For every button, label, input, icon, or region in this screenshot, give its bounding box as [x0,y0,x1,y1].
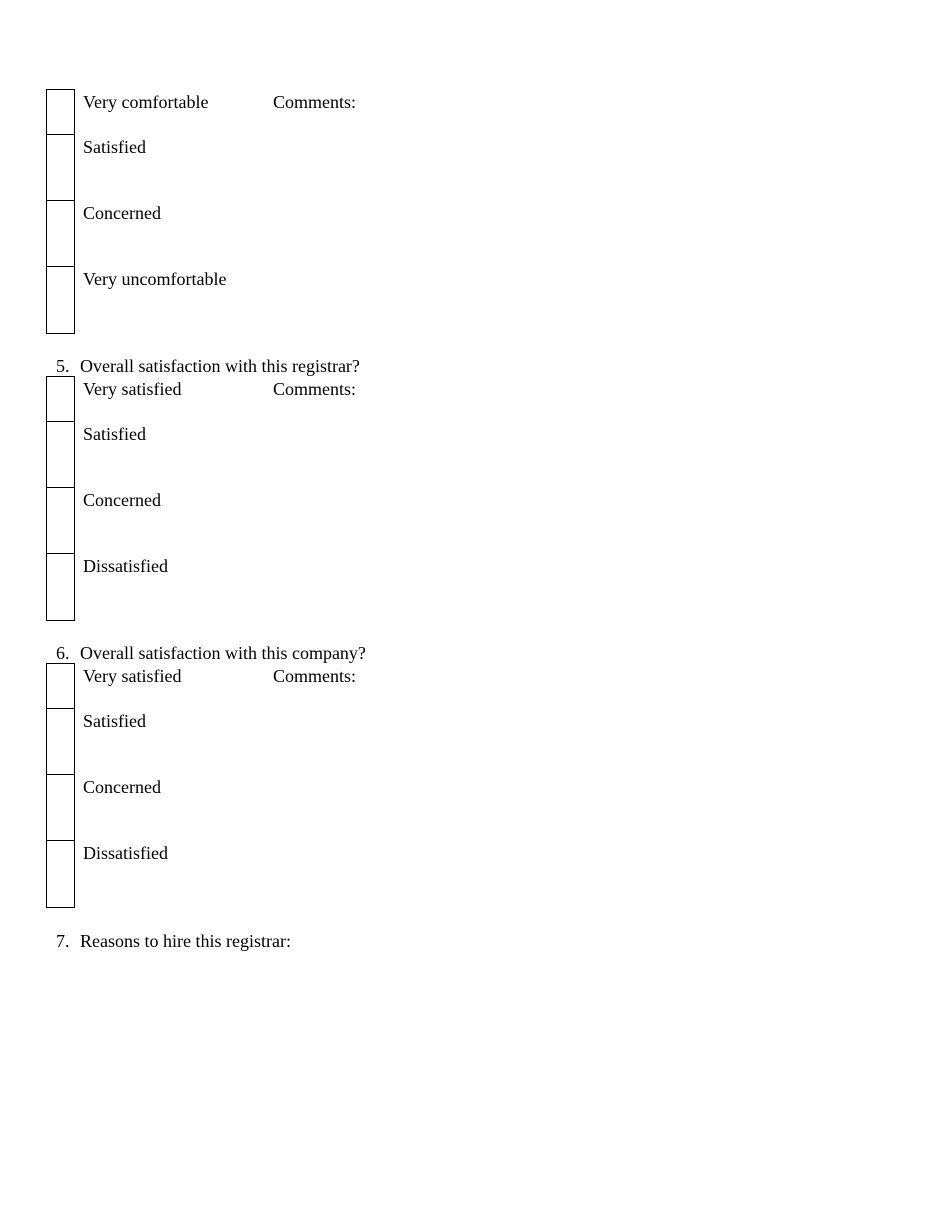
option-label: Satisfied [83,424,146,444]
option-checkbox[interactable] [46,708,75,775]
option-label: Satisfied [83,137,146,157]
option-label: Dissatisfied [83,843,168,863]
option-row [46,708,366,774]
option-row [46,553,366,619]
question-number: 6. [56,643,70,663]
option-label: Very satisfied [83,379,182,399]
option-row [46,200,366,266]
question-label: Overall satisfaction with this company? [80,643,366,663]
option-label: Dissatisfied [83,556,168,576]
option-row [46,134,366,200]
question-7-text [56,930,291,952]
question-6-text [56,642,366,664]
option-checkbox[interactable] [46,200,75,267]
option-row [46,487,366,553]
question-5-text [56,355,360,377]
option-checkbox[interactable] [46,421,75,488]
comments-label: Comments: [273,379,357,399]
question-number: 7. [56,931,70,951]
option-row [46,840,366,906]
question-number: 5. [56,356,70,376]
comments-label: Comments: [273,92,357,112]
option-row [46,663,366,708]
option-checkbox[interactable] [46,487,75,554]
option-checkbox[interactable] [46,376,75,422]
option-label: Concerned [83,203,161,223]
option-row [46,774,366,840]
option-checkbox[interactable] [46,266,75,334]
question-4-options [46,89,366,332]
question-label: Overall satisfaction with this registrar? [80,356,360,376]
option-label: Concerned [83,777,161,797]
option-checkbox[interactable] [46,553,75,621]
option-label: Very satisfied [83,666,182,686]
option-label: Satisfied [83,711,146,731]
option-checkbox[interactable] [46,89,75,135]
option-row [46,266,366,332]
option-checkbox[interactable] [46,134,75,201]
option-label: Concerned [83,490,161,510]
question-6-options [46,663,366,906]
option-checkbox[interactable] [46,663,75,709]
option-label: Very comfortable [83,92,209,112]
option-checkbox[interactable] [46,840,75,908]
comments-label: Comments: [273,666,357,686]
question-label: Reasons to hire this registrar: [80,931,291,951]
question-5-options [46,376,366,619]
option-label: Very uncomfortable [83,269,227,289]
option-row [46,421,366,487]
option-row [46,89,366,134]
option-checkbox[interactable] [46,774,75,841]
option-row [46,376,366,421]
